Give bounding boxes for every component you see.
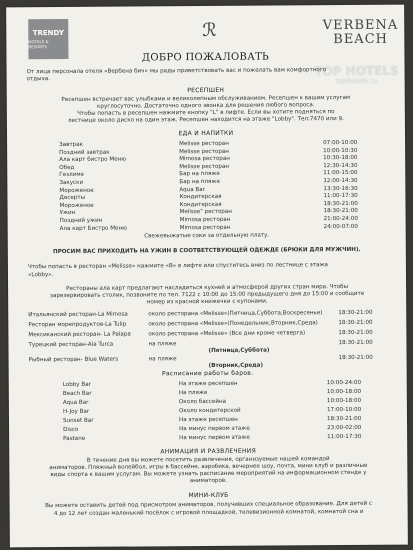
food-heading: ЕДА И НАПИТКИ (178, 129, 234, 138)
bar-name: Aqua Bar (62, 399, 89, 407)
restaurant-time: 18:30-21:00 (338, 329, 373, 337)
restaurant-name: Турецкий ресторан-Ala Turca (28, 341, 114, 349)
restaurant-details: около ресторана «Melisse»(Понедельник,Вторник,Среда) (148, 320, 318, 328)
restaurant-time: 18:30-21:00 (338, 309, 373, 317)
miniclub-line-1: Вы можете оставить детей под присмотром аниматоров, получивших специальное образование. Для детей с (45, 500, 373, 510)
restaurant-time: 18:30-21:00 (338, 319, 373, 327)
animation-heading: АНИМАЦИЯ И РАЗВЛЕЧЕНИЯ (160, 447, 257, 456)
food-meal: Ужин (59, 210, 76, 217)
food-place: Aqua Bar (179, 186, 206, 193)
bar-location: Около бассейна (178, 398, 227, 406)
food-meal: Поздний завтрак (59, 149, 110, 156)
bar-name: Pastane (63, 435, 86, 443)
food-place: Mimosa ресторан (179, 216, 231, 224)
restaurant-details: около ресторана «Melisse» (Все дни кроме четверга) (148, 330, 306, 338)
animation-line-1: В течение дня вы можете посетить развлечения, организуемые нашей командой (86, 456, 330, 464)
food-meal: Завтрак (59, 141, 84, 149)
alacarte-line-1: Рестораны ала карт предлагают насладиться кухней и атмосферой других стран мира. Чтобы (66, 284, 349, 292)
bar-hours: 23:00-02:00 (327, 424, 362, 432)
food-time: 10:00-10:30 (323, 147, 358, 154)
food-meal: Закуски (59, 179, 84, 187)
food-meal: Поздний ужин (59, 217, 103, 225)
food-time: 12:00-14:30 (323, 177, 358, 185)
food-place: Mimosa ресторан (179, 224, 231, 231)
bar-name: H-Joy Bar (62, 408, 90, 416)
food-place: Melisse ресторан (179, 148, 229, 155)
miniclub-line-2: 4 до 12 лет создан маленький посёлок с игровой площадкой, телевизионной комнатой, комнатой сна и (53, 508, 364, 518)
brand-name-2: BEACH (333, 31, 389, 47)
food-time: 10:30-18:00 (323, 155, 358, 162)
bar-hours: 18:30-21:00 (326, 415, 362, 423)
restaurant-details: на пляже (148, 356, 177, 363)
intro-line-2: отдыха. (26, 76, 51, 83)
miniclub-heading: МИНИ-КЛУБ (188, 491, 229, 500)
bar-hours: 10:00-18:00 (326, 388, 362, 396)
food-time: 13:30-16:30 (323, 185, 358, 192)
watermark-subtext: tophotels.ru (335, 76, 378, 86)
bar-name: Disco (63, 426, 79, 434)
food-time: 11:00-15:00 (323, 170, 358, 177)
bar-name: Sunset Bar (62, 417, 94, 425)
food-place: Melisse" ресторан (179, 209, 232, 216)
restaurant-time: 18:30-21:00 (338, 339, 373, 347)
reception-line-3: Чтобы попасть в ресепшен нажмите кнопку "L" в лифте. Если вы хотите подняться по (77, 109, 335, 117)
juice-note: Свежевыжатые соки за отдельную плату. (144, 232, 270, 240)
intro-line-1: От лица персонала отеля «Вербена бич» мы рады приветствовать вас и пожелать вам комфортного (26, 67, 327, 76)
restaurant-name: Итальянский ресторан-La Mimosa (28, 311, 128, 319)
bar-location: На этаже ресепшен (178, 416, 238, 424)
bars-heading: Расписание работы баров. (162, 369, 254, 378)
hotel-monogram-icon: ℛ (202, 19, 217, 42)
food-place: Кондитерская (179, 194, 222, 201)
food-meal: Ала карт Бистро Меню (59, 225, 127, 232)
food-meal: Мороженое (59, 202, 94, 209)
reception-heading: РЕСЕПШЕН (187, 86, 225, 95)
reception-line-4: лестнице около диско на один этаж. Ресепшен находится на этаже "Lobby". Тел:7470 или 9. (67, 116, 344, 124)
bar-location: На минус первом этаже (179, 425, 250, 433)
animation-line-4: аниматоров. (189, 477, 227, 485)
bar-name: Lobby Bar (62, 381, 91, 389)
food-place: Mimosa ресторан (179, 156, 230, 163)
food-time: 24:00-07:00 (323, 223, 358, 230)
food-meal: Гезлиме (59, 172, 85, 179)
welcome-sheet (6, 5, 408, 548)
food-place: Бар на пляже (179, 178, 220, 186)
reception-line-2: круглосуточно. Достаточно одного звонка для решения любого вопроса. (97, 102, 315, 110)
watermark (314, 65, 398, 86)
food-place: Кондитерская (179, 201, 222, 208)
watermark-text: TOP HOTELS (314, 63, 399, 79)
food-time: 18:30-21:00 (323, 208, 358, 215)
reception-line-1: Ресепшен встречает вас улыбками и великолепным обслуживанием. Ресепшен к вашим услугам (61, 94, 351, 104)
bar-location: Около кондитерской (178, 407, 241, 415)
restaurant-name: Ресторан морепродуктов-La Tulip (28, 321, 127, 329)
trendy-logo-subtext: HOTELS & RESORTS (28, 39, 49, 50)
bar-hours: 10:00-24:00 (326, 379, 362, 387)
food-place: Melisse ресторан (179, 163, 230, 170)
restaurant-name: Мексиканский ресторан- La Palapa (28, 331, 131, 339)
restaurant-details: на пляже (148, 341, 177, 348)
bar-hours: 17:00-10:00 (326, 406, 362, 414)
food-meal: Десерты (59, 195, 86, 202)
page-title: ДОБРО ПОЖАЛОВАТЬ (141, 51, 270, 64)
restaurant-details: (Пятница,Суббота) (208, 347, 270, 354)
food-meal: Обед (59, 164, 75, 171)
trendy-logo-text: TRENDY (32, 28, 64, 38)
restaurant-name: Рыбный ресторан- Blue Waters (28, 356, 119, 364)
food-time: 18:30-21:00 (323, 200, 358, 207)
food-place: Бар на пляже (179, 171, 220, 178)
dress-code: ПРОСИМ ВАС ПРИХОДИТЬ НА УЖИН В СООТВЕТСТВУЮЩЕЙ ОДЕЖДЕ (БРЮКИ ДЛЯ МУЖЧИН). (52, 246, 361, 256)
food-meal: Ала карт бистро Меню (59, 156, 127, 164)
animation-line-2: аниматоров. Пляжный волейбол, игры в бассейне, аэробика, вечернее шоу, почта, мини клуб и различные (49, 462, 368, 472)
restaurant-details: (Вторник,Среда) (208, 362, 264, 369)
restaurant-details: около ресторана «Melisse»(Пятница,Суббота,Воскресенье) (148, 310, 323, 318)
food-time: 07:00-10:00 (323, 139, 358, 147)
food-time: 21:00-24:00 (323, 215, 358, 223)
melisse-note-2: «Lobby». (27, 272, 54, 279)
restaurant-time: 18:30-21:00 (338, 354, 373, 362)
bar-location: На пляже (178, 390, 208, 397)
bar-hours: 11:00-17:30 (327, 433, 362, 441)
verbena-beach-logo (323, 19, 399, 47)
bar-name: Beach Bar (62, 390, 92, 398)
melisse-note-1: Чтобы попасть в ресторан «Melisse» нажмите «B» в лифте или спуститесь вниз по лестнице с этажа (27, 262, 328, 271)
food-place: Melisse ресторан (179, 140, 229, 148)
bar-hours: 10:00-18:00 (326, 397, 362, 405)
food-meal: Мороженое (59, 187, 94, 194)
alacarte-line-2: зарезервировать столик, позвоните по тел. 7122 с 10:00 до 15:00 предыдущего дня до 15:00 и сообщите (50, 290, 365, 300)
animation-line-3: виды спорта к вашим услугам. Вы можете узнать расписание мероприятий на информационном стенде у (50, 469, 367, 479)
brand-name: VERBENA (322, 17, 399, 34)
alacarte-line-3: номер из красной книжечки с купонами. (146, 298, 268, 306)
food-time: 11:00-17:30 (323, 193, 358, 200)
bar-location: На этаже ресепшен (178, 380, 238, 388)
food-time: 12:30-14:30 (323, 162, 358, 169)
bar-location: На минус первом этаже (179, 434, 250, 442)
